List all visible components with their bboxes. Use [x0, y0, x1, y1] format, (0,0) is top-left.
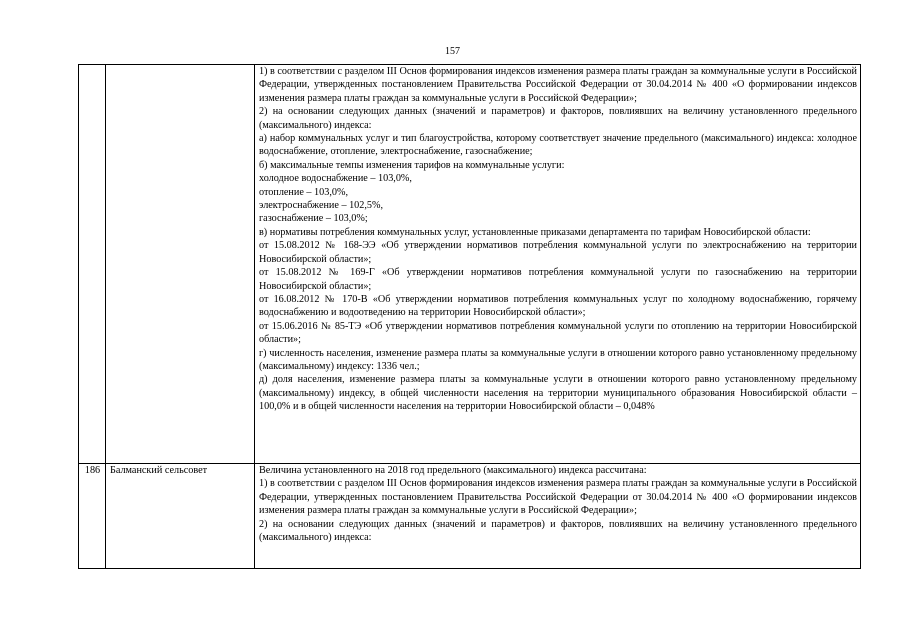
description-paragraph: 1) в соответствии с разделом III Основ формирования индексов изменения размера платы граждан за коммунальные услуги в Российской Федерации, утвержденных постановлением Правительства Российской Федерации от 30.04.2014 № 400 «О формировании индексов изменения размера платы граждан за коммунальные услуги в Российской Федерации»; [259, 478, 857, 517]
description-cell [255, 65, 861, 464]
table-row [79, 464, 861, 569]
tariff-line: отопление – 103,0%, [259, 186, 348, 198]
order-reference: от 15.08.2012 № 168-ЭЭ «Об утверждении нормативов потребления коммунальной услуги по электроснабжению на территории Новосибирской области»; [259, 240, 857, 265]
description-paragraph: д) доля населения, изменение размера платы за коммунальные услуги в отношении которого равно установленному предельному (максимальному) индексу, в общей численности населения на территории муниципального образования Новосибирской области – 100,0% и в общей численности населения на территории Новосибирской области – 0,048% [259, 374, 857, 413]
municipality-name-cell [106, 65, 255, 464]
page-number: 157 [445, 46, 460, 57]
description-paragraph: б) максимальные темпы изменения тарифов на коммунальные услуги: [259, 159, 565, 171]
order-reference: от 16.08.2012 № 170-В «Об утверждении нормативов потребления коммунальных услуг по холодному водоснабжению, горячему водоснабжению и водоотведению на территории Новосибирской области»; [259, 293, 857, 319]
description-cell [255, 464, 861, 569]
order-reference: от 15.08.2012 № 169-Г «Об утверждении нормативов потребления коммунальной услуги по газоснабжению на территории Новосибирской области»; [259, 267, 857, 292]
table-row [79, 65, 861, 464]
description-paragraph: в) нормативы потребления коммунальных услуг, установленные приказами департамента по тарифам Новосибирской области: [259, 226, 811, 238]
description-paragraph: 1) в соответствии с разделом III Основ формирования индексов изменения размера платы граждан за коммунальные услуги в Российской Федерации, утвержденных постановлением Правительства Российской Федерации от 30.04.2014 № 400 «О формировании индексов изменения размера платы граждан за коммунальные услуги в Российской Федерации»; [259, 66, 857, 104]
municipality-table [78, 64, 861, 569]
row-number-cell [79, 65, 106, 464]
description-paragraph: Величина установленного на 2018 год предельного (максимального) индекса рассчитана: [259, 465, 647, 476]
tariff-line: электроснабжение – 102,5%, [259, 200, 384, 212]
order-reference: от 15.06.2016 № 85-ТЭ «Об утверждении нормативов потребления коммунальной услуги по отоплению на территории Новосибирской области»; [259, 320, 857, 346]
description-paragraph: а) набор коммунальных услуг и тип благоустройства, которому соответствует значение предельного (максимального) индекса: холодное водоснабжение, отопление, электроснабжение, газоснабжение; [259, 133, 857, 158]
tariff-line: газоснабжение – 103,0%; [259, 213, 368, 225]
municipality-name-cell: Балманский сельсовет [106, 464, 255, 569]
description-paragraph: г) численность населения, изменение размера платы за коммунальные услуги в отношении которого равно установленному предельному (максимальному) индексу: 1336 чел.; [259, 347, 857, 372]
description-paragraph: 2) на основании следующих данных (значений и параметров) и факторов, повлиявших на величину установленного предельного (максимального) индекса: [259, 106, 857, 131]
description-paragraph: 2) на основании следующих данных (значений и параметров) и факторов, повлиявших на величину установленного предельного (максимального) индекса: [259, 518, 857, 544]
row-number-cell: 186 [79, 464, 106, 569]
tariff-line: холодное водоснабжение – 103,0%, [259, 173, 412, 185]
